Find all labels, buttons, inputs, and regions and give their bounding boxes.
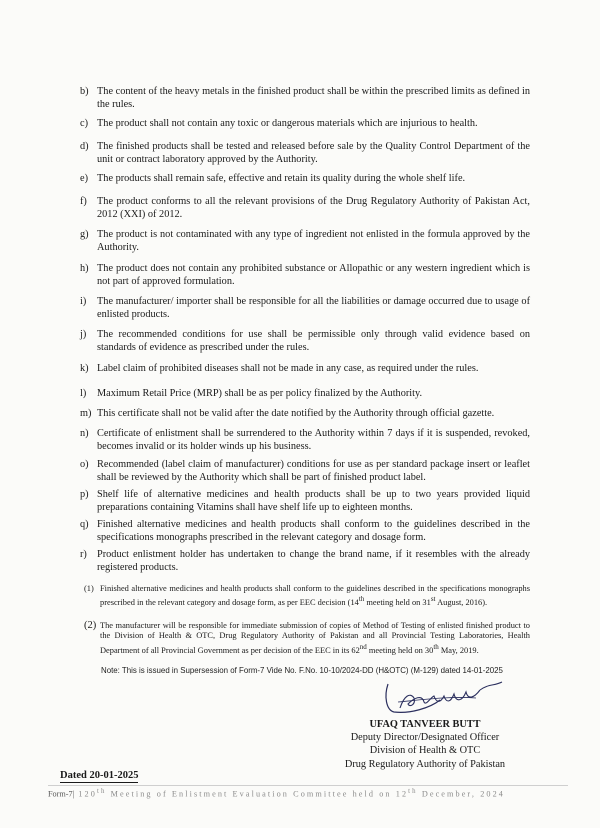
condition-label: i)	[80, 296, 87, 307]
condition-label: l)	[80, 388, 87, 399]
condition-g	[80, 229, 530, 254]
footnote-text: The manufacturer will be responsible for immediate submission of copies of Method of Testing of enlisted finished product to the Division of Health & OTC, Drug Regulatory Authority of Pakistan and all Provincial Testing Laboratories, Health Department of all Provincial Government as per decision of the EEC in its 62nd meeting held on 30th May, 2019.	[100, 621, 530, 655]
condition-text: Certificate of enlistment shall be surrendered to the Authority within 7 days if it is suspended, revoked, becomes invalid or its holder winds up his business.	[97, 428, 530, 452]
footer-divider	[48, 785, 568, 786]
condition-text: The product conforms to all the relevant provisions of the Drug Regulatory Authority of Pakistan Act, 2012 (XXI) of 2012.	[97, 196, 530, 220]
footnote-2	[84, 621, 530, 656]
condition-label: n)	[80, 428, 89, 439]
condition-label: j)	[80, 329, 87, 340]
condition-e	[80, 173, 530, 186]
condition-label: g)	[80, 229, 89, 240]
condition-l	[80, 388, 530, 401]
condition-r	[80, 549, 530, 574]
condition-label: b)	[80, 86, 89, 97]
condition-q	[80, 519, 530, 544]
condition-text: Shelf life of alternative medicines and health products shall be up to two years provided liquid preparations containing Vitamins shall have shelf life up to eighteen months.	[97, 489, 530, 513]
condition-text: Product enlistment holder has undertaken to change the brand name, if it resembles with the already registered products.	[97, 549, 530, 573]
signatory-block	[330, 718, 520, 771]
condition-text: The products shall remain safe, effective and retain its quality during the whole shelf life.	[97, 173, 466, 184]
condition-label: q)	[80, 519, 89, 530]
condition-c	[80, 118, 530, 131]
signatory-authority: Drug Regulatory Authority of Pakistan	[344, 758, 506, 770]
handwritten-signature	[380, 678, 510, 718]
condition-n	[80, 428, 530, 453]
condition-text: Label claim of prohibited diseases shall not be made in any case, as required under the rules.	[97, 363, 479, 374]
condition-text: The manufacturer/ importer shall be responsible for all the liabilities or damage occurred due to usage of enlisted products.	[97, 296, 530, 320]
condition-m	[80, 408, 530, 421]
condition-f	[80, 196, 530, 221]
condition-text: The product does not contain any prohibited substance or Allopathic or any western ingredient which is not part of approved formulation.	[97, 263, 530, 287]
condition-p	[80, 489, 530, 514]
date-stamp: Dated 20-01-2025	[60, 770, 139, 781]
footnote-label: (1)	[84, 584, 94, 593]
condition-label: o)	[80, 459, 89, 470]
condition-h	[80, 263, 530, 288]
condition-label: c)	[80, 118, 88, 129]
condition-label: k)	[80, 363, 89, 374]
condition-label: m)	[80, 408, 92, 419]
condition-label: e)	[80, 173, 88, 184]
condition-text: Maximum Retail Price (MRP) shall be as per policy finalized by the Authority.	[97, 388, 423, 399]
footnote-1	[84, 584, 530, 609]
page-footer: Form-7| 120th Meeting of Enlistment Evaluation Committee held on 12th December, 2024	[48, 788, 505, 799]
condition-k	[80, 363, 530, 376]
condition-text: Finished alternative medicines and health products shall conform to the guidelines described in the specifications monographs prescribed in the relevant category and dosage form.	[97, 519, 530, 543]
condition-label: d)	[80, 141, 89, 152]
condition-label: p)	[80, 489, 89, 500]
condition-b	[80, 86, 530, 111]
signatory-title: Deputy Director/Designated Officer	[350, 732, 500, 744]
condition-text: Recommended (label claim of manufacturer) conditions for use as per standard package insert or leaflet shall be reviewed by the Authority which shall be part of finished product label.	[97, 459, 530, 483]
footnote-text: Finished alternative medicines and health products shall conform to the guidelines described in the specifications monographs prescribed in the relevant category and dosage form, as per EEC decision (14th meeting held on 31st August, 2016).	[100, 584, 530, 608]
footnote-label: (2)	[84, 620, 97, 631]
signatory-division: Division of Health & OTC	[369, 745, 481, 757]
condition-label: h)	[80, 263, 89, 274]
condition-text: The finished products shall be tested and released before sale by the Quality Control Department of the unit or contract laboratory approved by the Authority.	[97, 141, 530, 165]
condition-text: The product is not contaminated with any type of ingredient not enlisted in the formula approved by the Authority.	[97, 229, 530, 253]
condition-j	[80, 329, 530, 354]
supersession-note: Note: This is issued in Supersession of Form-7 Vide No. F.No. 10-10/2024-DD (H&OTC) (M-129) dated 14-01-2025	[101, 666, 503, 675]
condition-label: f)	[80, 196, 87, 207]
condition-label: r)	[80, 549, 87, 560]
condition-text: The product shall not contain any toxic or dangerous materials which are injurious to health.	[97, 118, 478, 129]
condition-o	[80, 459, 530, 484]
condition-text: The recommended conditions for use shall be permissible only through valid evidence based on standards of evidence as prescribed under the rules.	[97, 329, 530, 353]
signatory-name: UFAQ TANVEER BUTT	[369, 719, 481, 730]
condition-i	[80, 296, 530, 321]
condition-text: This certificate shall not be valid after the date notified by the Authority through official gazette.	[97, 408, 495, 419]
condition-text: The content of the heavy metals in the finished product shall be within the prescribed limits as defined in the rules.	[97, 86, 530, 110]
condition-d	[80, 141, 530, 166]
